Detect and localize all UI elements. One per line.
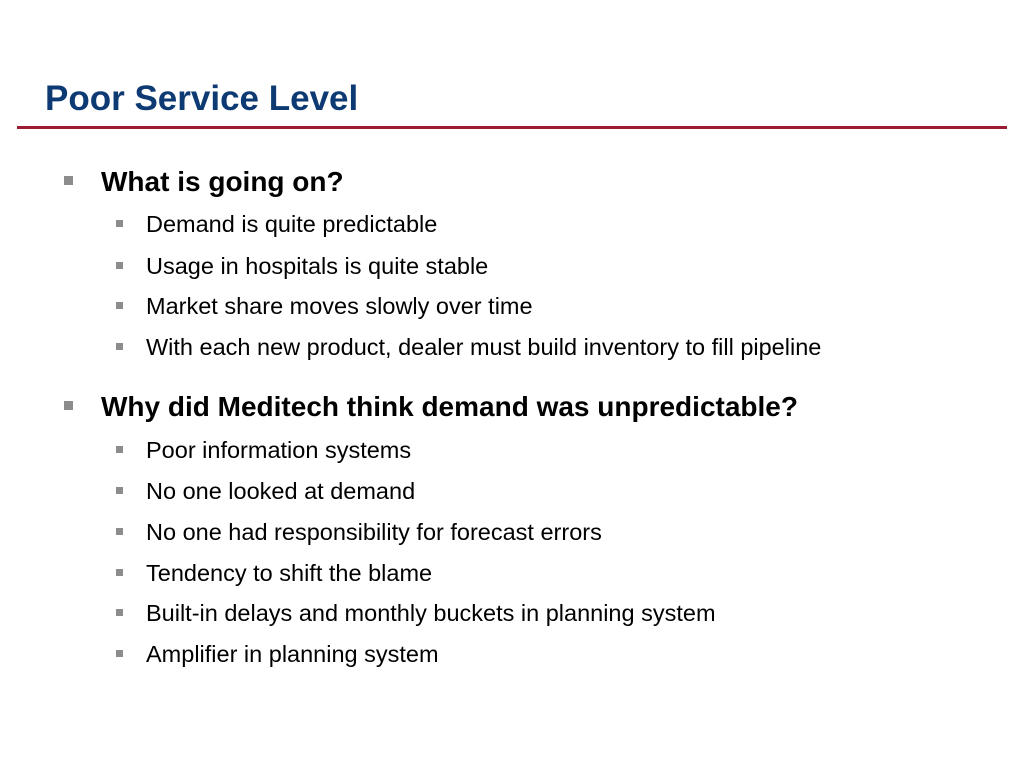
- slide-title: Poor Service Level: [45, 79, 359, 118]
- square-bullet-icon: [116, 569, 123, 576]
- list-item: Built-in delays and monthly buckets in planning system: [146, 600, 716, 626]
- section-heading: What is going on?: [101, 166, 344, 197]
- list-item: Demand is quite predictable: [146, 211, 438, 237]
- section-heading: Why did Meditech think demand was unpredictable?: [101, 391, 798, 422]
- square-bullet-icon: [116, 262, 123, 269]
- square-bullet-icon: [116, 609, 123, 616]
- list-item: With each new product, dealer must build inventory to fill pipeline: [146, 334, 822, 360]
- list-item: Market share moves slowly over time: [146, 293, 533, 319]
- square-bullet-icon: [116, 528, 123, 535]
- list-item: Amplifier in planning system: [146, 641, 439, 667]
- square-bullet-icon: [64, 176, 73, 185]
- square-bullet-icon: [116, 650, 123, 657]
- square-bullet-icon: [116, 220, 123, 227]
- square-bullet-icon: [64, 401, 73, 410]
- list-item: Usage in hospitals is quite stable: [146, 253, 489, 279]
- square-bullet-icon: [116, 302, 123, 309]
- title-divider: [17, 126, 1007, 129]
- square-bullet-icon: [116, 487, 123, 494]
- list-item: Tendency to shift the blame: [146, 560, 433, 586]
- square-bullet-icon: [116, 343, 123, 350]
- list-item: Poor information systems: [146, 437, 412, 463]
- list-item: No one looked at demand: [146, 478, 416, 504]
- square-bullet-icon: [116, 446, 123, 453]
- list-item: No one had responsibility for forecast errors: [146, 519, 602, 545]
